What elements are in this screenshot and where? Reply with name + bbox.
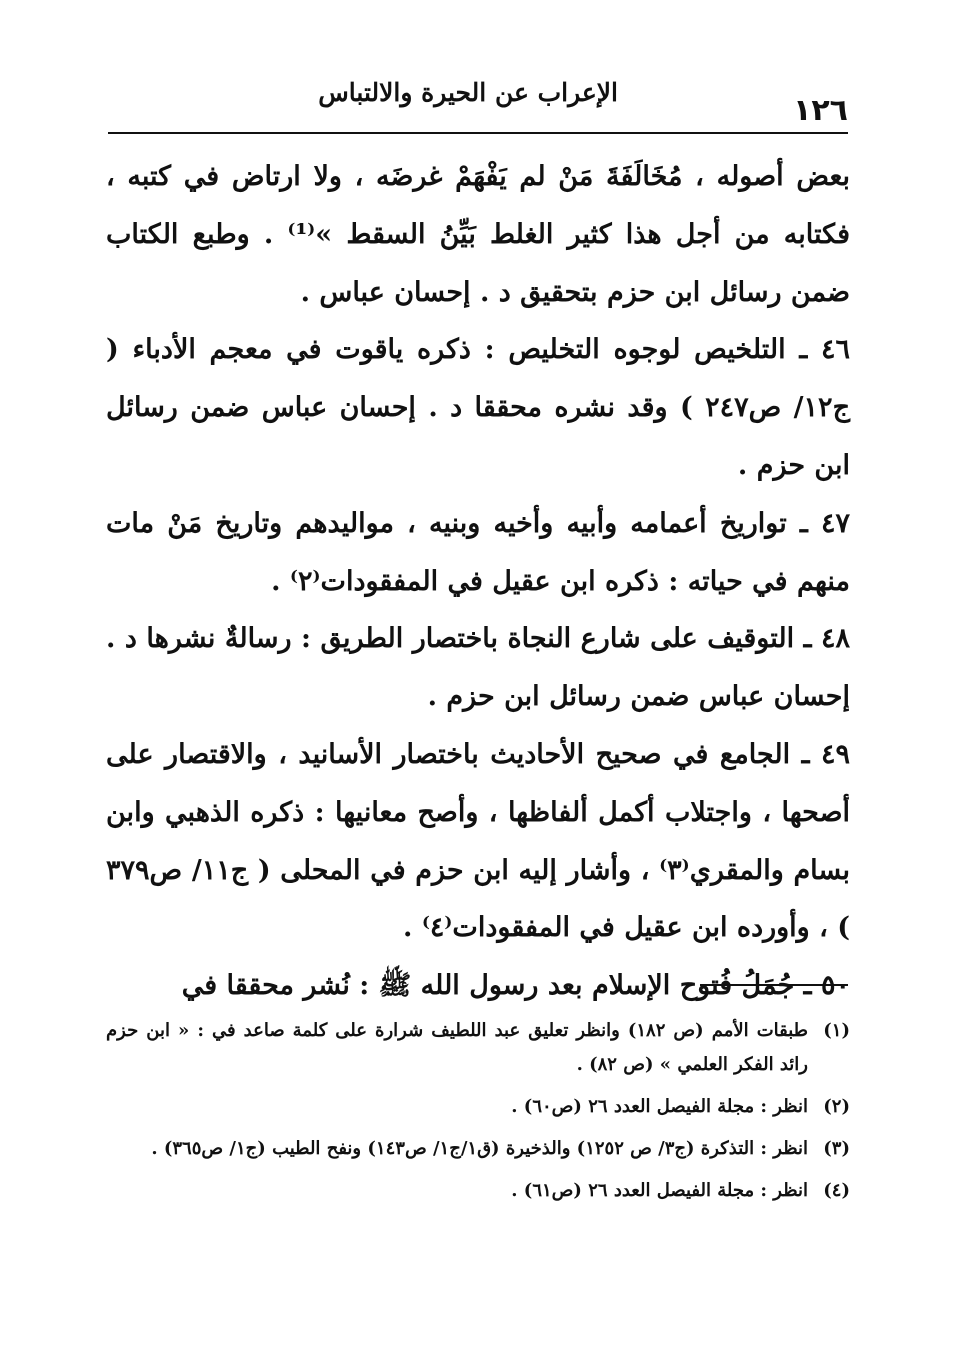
page-number: ١٢٦ [793,93,848,128]
paragraph: ٤٧ ـ تواريخ أعمامه وأبيه وأخيه وبنيه ، مواليدهم وتاريخ مَنْ مات منهم في حياته : ذكره ابن عقيل في المفقودات⁽٢⁾ . [106,507,850,597]
footnote [106,1090,850,1124]
footnote-text: انظر : مجلة الفيصل العدد ٢٦ (ص٦١) . [511,1180,808,1201]
footnote-text: انظر : مجلة الفيصل العدد ٢٦ (ص٦٠) . [511,1096,808,1117]
footnote-number: (٢) [823,1096,850,1117]
footnote-text: انظر : التذكرة (ج٣/ ص ١٢٥٢) والذخيرة (ق١/ج١/ ص١٤٣) ونفح الطيب (ج١/ ص٣٦٥) . [151,1138,808,1159]
footnote-number: (٤) [823,1180,850,1201]
paragraph: ٤٨ ـ التوقيف على شارع النجاة باختصار الطريق : رسالةٌ نشرها د . إحسان عباس ضمن رسائل ابن حزم . [106,623,850,713]
page-header [108,66,848,128]
footnotes [106,1014,850,1216]
footnote-text: طبقات الأمم (ص ١٨٢) وانظر تعليق عبد اللطيف شرارة على كلمة صاعد في : « ابن حزم رائد الفكر العلمي » (ص ٨٢) . [106,1020,808,1075]
footnote [106,1014,850,1082]
paragraph: بعض أصوله ، مُخَالَفَةَ مَنْ لم يَفْهَمْ غرضَه ، ولا ارتاض في كتبه ، فكتابه من أجل هذا كثير الغلط بَيِّنُ السقط »⁽¹⁾ . وطبع الكتاب ضمن رسائل ابن حزم بتحقيق د . إحسان عباس . [106,161,850,308]
header-rule [108,132,848,134]
footnote-number: (٣) [823,1138,850,1159]
paragraph: ٤٩ ـ الجامع في صحيح الأحاديث باختصار الأسانيد ، والاقتصار على أصحها ، واجتلاب أكمل ألفاظها ، وأصح معانيها : ذكره الذهبي وابن بسام والمقري⁽٣⁾ ، وأشار إليه ابن حزم في المحلى ( ج١١/ ص٣٧٩ ) ، وأورده ابن عقيل في المفقودات⁽٤⁾ . [106,738,850,944]
footnote-rule [700,984,848,986]
footnote-number: (١) [823,1020,850,1041]
footnote [106,1174,850,1208]
footnote [106,1132,850,1166]
running-title: الإعراب عن الحيرة والالتباس [318,78,618,107]
paragraph: ٥٠ ـ جُمَلُ فُتوح الإسلام بعد رسول الله ﷺ : نُشر محققا في [181,970,850,1002]
paragraph: ٤٦ ـ التلخيص لوجوه التخليص : ذكره ياقوت في معجم الأدباء ( ج١٢/ ص٢٤٧ ) وقد نشره محققا د . إحسان عباس ضمن رسائل ابن حزم . [106,334,850,481]
main-text [106,148,850,1015]
